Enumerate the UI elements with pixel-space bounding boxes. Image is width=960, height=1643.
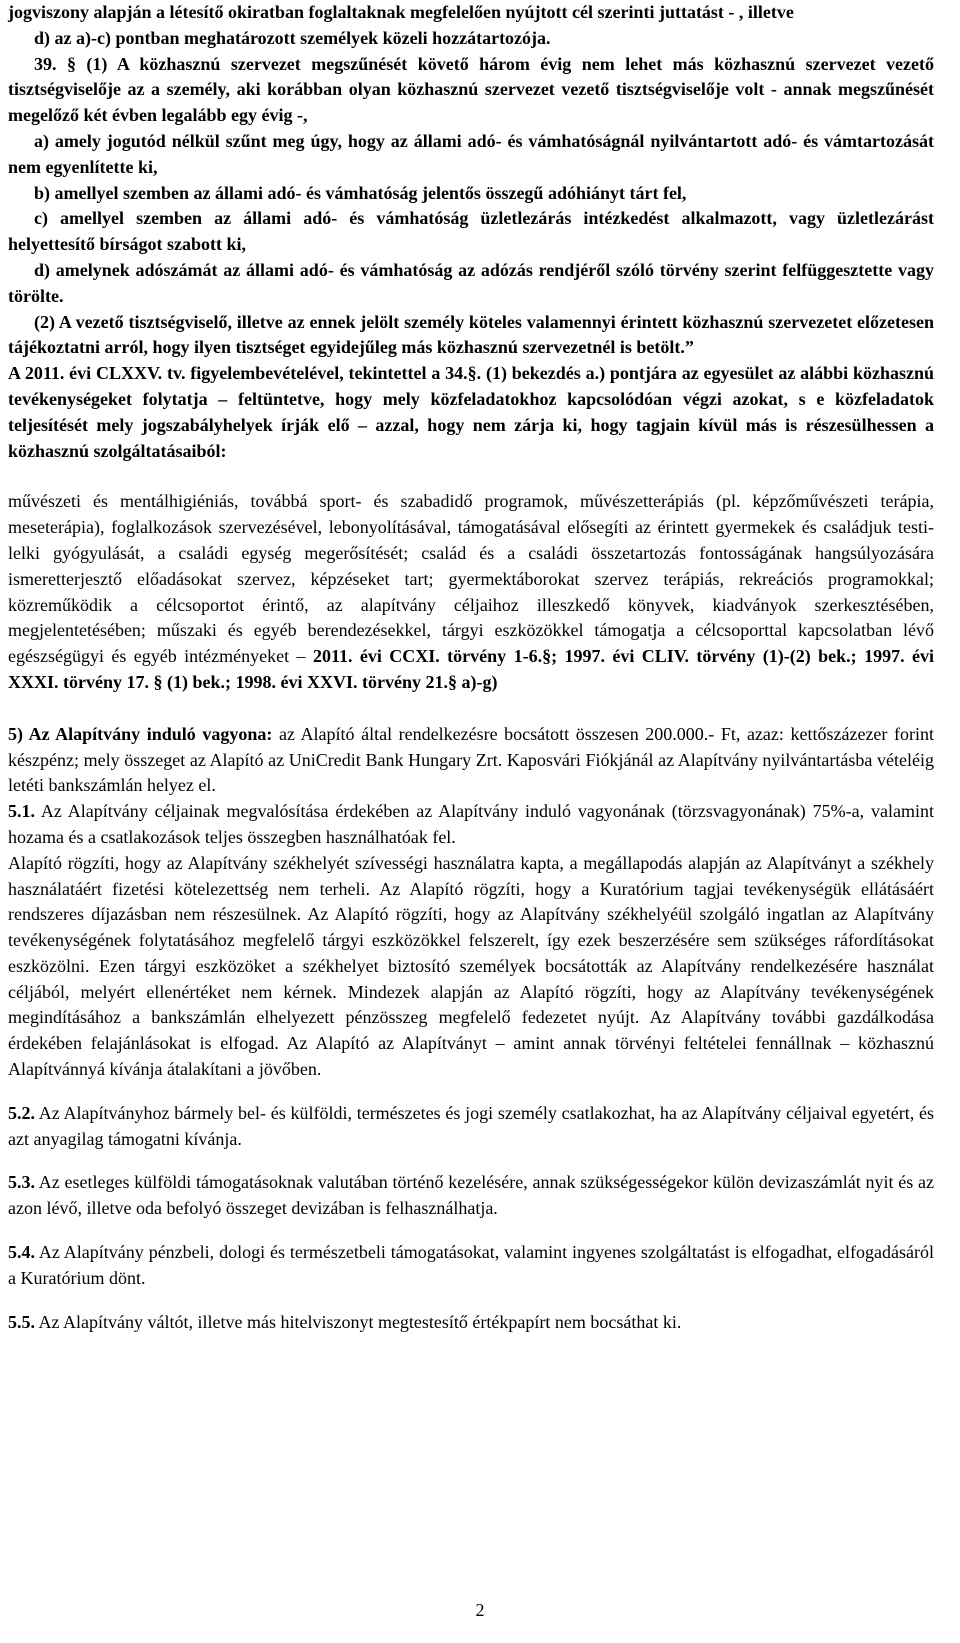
section-5-3-text: Az esetleges külföldi támogatásoknak valutában történő kezelésére, annak szükségességekor külön devizaszámlát nyit és az azon lévő, illetve oda befolyó összeget devizában is felhasználhatja. — [8, 1172, 934, 1219]
paragraph-alapito-rogziti: Alapító rögzíti, hogy az Alapítvány székhelyét szívességi használatra kapta, a megállapodás alapján az Alapítványt a székhely használatáért fizetési kötelezettség nem terheli. Az Alapító rögzíti, hogy a Kuratórium tagjai tevékenységük ellátásáért rendszeres díjazásban nem részesülnek. Az Alapító rögzíti, hogy az Alapítvány székhelyéül szolgáló ingatlan az Alapítvány tevékenységének folytatásához megfelelő tárgyi eszközökkel felszerelt, így ezek beszerzésére sem szükséges ráfordításokat eszközölni. Ezen tárgyi eszközöket a székhelyet biztosító személyek bocsátották az Alapítvány rendelkezésére használat céljából, melyért ellenértéket nem kérnek. Mindezek alapján az Alapító rögzíti, hogy az Alapítvány tevékenységének megindításához a bankszámlán elhelyezett pénzösszeg megfelelő fedezetet nyújt. Az Alapítvány további gazdálkodása érdekében felajánlásokat is elfogad. Az Alapító az Alapítványt – amint annak törvényi feltételei fennállnak – közhasznú Alapítvánnyá kívánja átalakítani a jövőben. — [8, 852, 934, 1080]
paragraph-39-c: c) amellyel szemben az állami adó- és vámhatóság üzletlezárás intézkedést alkalmazott, vagy üzletlezárást helyettesítő bírságot szabott ki, — [8, 208, 934, 255]
paragraph-39-b: b) amellyel szemben az állami adó- és vámhatóság jelentős összegű adóhiányt tárt fel, — [34, 182, 687, 203]
paragraph-point-d: d) az a)-c) pontban meghatározott személyek közeli hozzátartozója. — [34, 27, 551, 48]
paragraph-5-5 — [8, 1310, 934, 1336]
paragraph-5-3 — [8, 1170, 934, 1222]
paragraph-5-1 — [8, 799, 934, 851]
activities-text: művészeti és mentálhigiéniás, továbbá sport- és szabadidő programok, művészetterápiás (pl. képzőművészeti terápia, meseterápia), foglalkozások szervezésével, lebonyolításával, támogatásával elősegíti az érintett gyermekek és családjuk testi-lelki gyógyulását, a családi egység megerősítését; család és a családi összetartozás fontosságának hangsúlyozására ismeretterjesztő előadásokat szervez, képzéseket tart; gyermektáborokat szervez terápiás, rekreációs programokkal; közreműködik a célcsoportot érintő, az alapítvány céljaihoz illeszkedő könyvek, kiadványok szerkesztésében, megjelentetésében; műszaki és egyéb berendezésekkel, tárgyi eszközökkel támogatja a célcsoporttal kapcsolatban lévő egészségügyi és egyéb intézményeket – — [8, 491, 934, 667]
paragraph-tevekenysegek-lista — [8, 489, 934, 695]
paragraph-juttatas: jogviszony alapján a létesítő okiratban foglaltaknak megfelelően nyújtott cél szerinti juttatást - , illetve — [8, 2, 794, 22]
page-number: 2 — [475, 1600, 485, 1620]
section-5-4-text: Az Alapítvány pénzbeli, dologi és természetbeli támogatásokat, valamint ingyenes szolgáltatást is elfogadhat, elfogadásáról a Kuratórium dönt. — [8, 1242, 934, 1288]
paragraph-39-1: 39. § (1) A közhasznú szervezet megszűnését követő három évig nem lehet más közhasznú szervezet vezető tisztségviselője az a személy, aki korábban olyan közhasznú szervezet vezető tisztségviselője volt - annak megszűnését megelőző két évben legalább egy évig -, — [8, 53, 934, 126]
paragraph-kozhasznu-tevekenysegek: A 2011. évi CLXXV. tv. figyelembevételével, tekintettel a 34.§. (1) bekezdés a.) pontjára az egyesület az alábbi közhasznú tevékenységeket folytatja – feltüntetve, hogy mely közfeladatokhoz kapcsolódóan végzi azokat, s e közfeladatok teljesítését mely jogszabályhelyek írják elő – azzal, hogy nem zárja ki, hogy tagjain kívül más is részesülhessen a közhasznú szolgáltatásaiból: — [8, 363, 934, 461]
section-5-4-number: 5.4. — [8, 1242, 35, 1263]
section-5-5-text: Az Alapítvány váltót, illetve más hitelviszonyt megtestesítő értékpapírt nem bocsáthat ki. — [35, 1311, 682, 1332]
activities-law-references: 2011. évi CCXI. törvény 1-6.§; 1997. évi CLIV. törvény (1)-(2) bek.; 1997. évi XXXI. törvény 17. § (1) bek.; 1998. évi XXVI. törvény 21.§ a)-g) — [8, 646, 934, 692]
section-5-2-number: 5.2. — [8, 1102, 35, 1123]
section-5-3-number: 5.3. — [8, 1172, 35, 1193]
paragraph-5-induló-vagyon — [8, 722, 934, 799]
paragraph-39-d: d) amelynek adószámát az állami adó- és vámhatóság az adózás rendjéről szóló törvény szerint felfüggesztette vagy törölte. — [8, 259, 934, 306]
section-5-heading: 5) Az Alapítvány induló vagyona: — [8, 723, 273, 744]
paragraph-39-a: a) amely jogutód nélkül szűnt meg úgy, hogy az állami adó- és vámhatóságnál nyilvántartott adó- és vámtartozását nem egyenlítette ki, — [8, 130, 934, 177]
section-5-1-number: 5.1. — [8, 801, 35, 822]
paragraph-5-4 — [8, 1240, 934, 1292]
paragraph-5-2 — [8, 1101, 934, 1153]
section-5-5-number: 5.5. — [8, 1311, 35, 1332]
section-5-1-text: Az Alapítvány céljainak megvalósítása érdekében az Alapítvány induló vagyonának (törzsvagyonának) 75%-a, valamint hozama és a csatlakozások teljes összegben használhatóak fel. — [8, 801, 934, 847]
section-5-2-text: Az Alapítványhoz bármely bel- és külföldi, természetes és jogi személy csatlakozhat, ha az Alapítvány céljaival egyetért, és azt anyagilag támogatni kívánja. — [8, 1102, 934, 1149]
paragraph-39-2: (2) A vezető tisztségviselő, illetve az ennek jelölt személy köteles valamennyi érintett közhasznú szervezetet előzetesen tájékoztatni arról, hogy ilyen tisztséget egyidejűleg más közhasznú szervezetnél is betölt.” — [8, 311, 934, 358]
section-5-text: az Alapító által rendelkezésre bocsátott összesen 200.000.- Ft, azaz: kettőszázezer forint készpénz; mely összeget az Alapító az UniCredit Bank Hungary Zrt. Kaposvári Fiókjánál az Alapítvány nyilvántartásba vételéig letéti bankszámlán helyez el. — [8, 723, 934, 796]
